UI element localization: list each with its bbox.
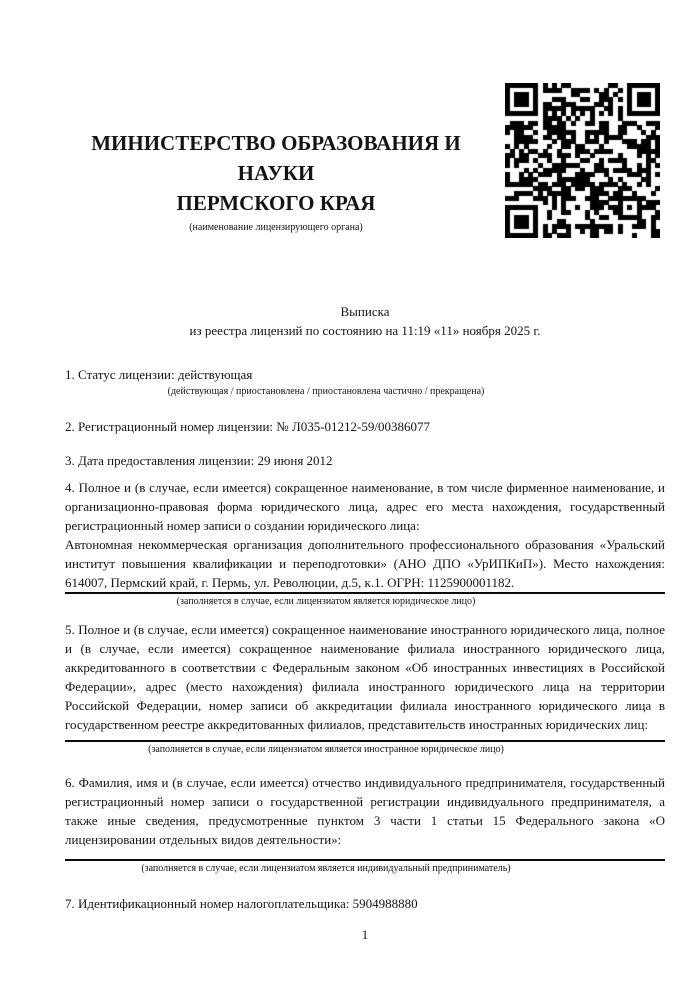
- page-number: 1: [361, 927, 369, 942]
- item-license-date: [65, 451, 665, 470]
- individual-entrepreneur-caption: (заполняется в случае, если лицензиатом является индивидуальный предприниматель): [141, 863, 511, 874]
- legal-entity-label: 4. Полное и (в случае, если имеется) сокращенное наименование, в том числе фирменное наименование, и организационно-правовая форма юридического лица, адрес его места нахождения, государственный регистрационный номер записи о создании юридического лица:: [65, 480, 665, 533]
- license-date-text: 3. Дата предоставления лицензии: 29 июня 2012: [65, 453, 333, 468]
- item-individual-entrepreneur: [65, 773, 665, 875]
- document-title: [65, 302, 665, 340]
- license-status-caption: (действующая / приостановлена / приостановлена частично / прекращена): [167, 386, 485, 397]
- legal-entity-value: Автономная некоммерческая организация дополнительного профессионального образования «Уральский институт повышения квалификации и переподготовки» (АНО ДПО «УрИПКиП»). Место нахождения: 614007, Пермский край, г. Пермь, ул. Революции, д.5, к.1. ОГРН: 1125900001182.: [65, 537, 665, 590]
- ministry-name-line1: МИНИСТЕРСТВО ОБРАЗОВАНИЯ И НАУКИ: [91, 131, 461, 185]
- item-foreign-entity: [65, 620, 665, 756]
- qr-code-icon: [505, 83, 660, 238]
- legal-entity-caption: (заполняется в случае, если лицензиатом является юридическое лицо): [176, 596, 476, 607]
- ministry-header: [65, 128, 487, 234]
- document-title-line2: из реестра лицензий по состоянию на 11:19 «11» ноября 2025 г.: [189, 323, 541, 338]
- foreign-entity-caption: (заполняется в случае, если лицензиатом является иностранное юридическое лицо): [148, 744, 504, 755]
- taxpayer-number-text: 7. Идентификационный номер налогоплательщика: 5904988880: [65, 896, 418, 911]
- document-title-line1: Выписка: [340, 304, 390, 319]
- individual-entrepreneur-label: 6. Фамилия, имя и (в случае, если имеется) отчество индивидуального предпринимателя, государственный регистрационный номер записи о государственной регистрации индивидуального предпринимателя, а также иные сведения, предусмотренные пунктом 3 части 1 статьи 15 Федерального закона «О лицензировании отдельных видов деятельности»:: [65, 775, 665, 847]
- registration-number-text: 2. Регистрационный номер лицензии: № Л035-01212-59/00386077: [65, 419, 431, 434]
- fill-line: [65, 592, 665, 594]
- item-taxpayer-number: [65, 894, 665, 913]
- item-license-status: [65, 365, 665, 398]
- license-status-text: 1. Статус лицензии: действующая: [65, 367, 253, 382]
- fill-line: [65, 859, 665, 861]
- fill-line: [65, 740, 665, 742]
- ministry-caption: (наименование лицензирующего органа): [189, 222, 363, 233]
- item-registration-number: [65, 417, 665, 436]
- ministry-name-line2: ПЕРМСКОГО КРАЯ: [176, 191, 376, 215]
- ministry-name: [65, 128, 487, 218]
- item-legal-entity: [65, 478, 665, 608]
- foreign-entity-label: 5. Полное и (в случае, если имеется) сокращенное наименование иностранного юридического лица, полное и (в случае, если имеется) сокращенное наименование филиала иностранного юридического лица, аккредитованного в соответствии с Федеральным законом «Об иностранных инвестициях в Российской Федерации», адрес (место нахождения) филиала иностранного юридического лица на территории Российской Федерации, номер записи об аккредитации филиала иностранного юридического лица в государственном реестре аккредитованных филиалов, представительств иностранных юридических лиц:: [65, 622, 665, 732]
